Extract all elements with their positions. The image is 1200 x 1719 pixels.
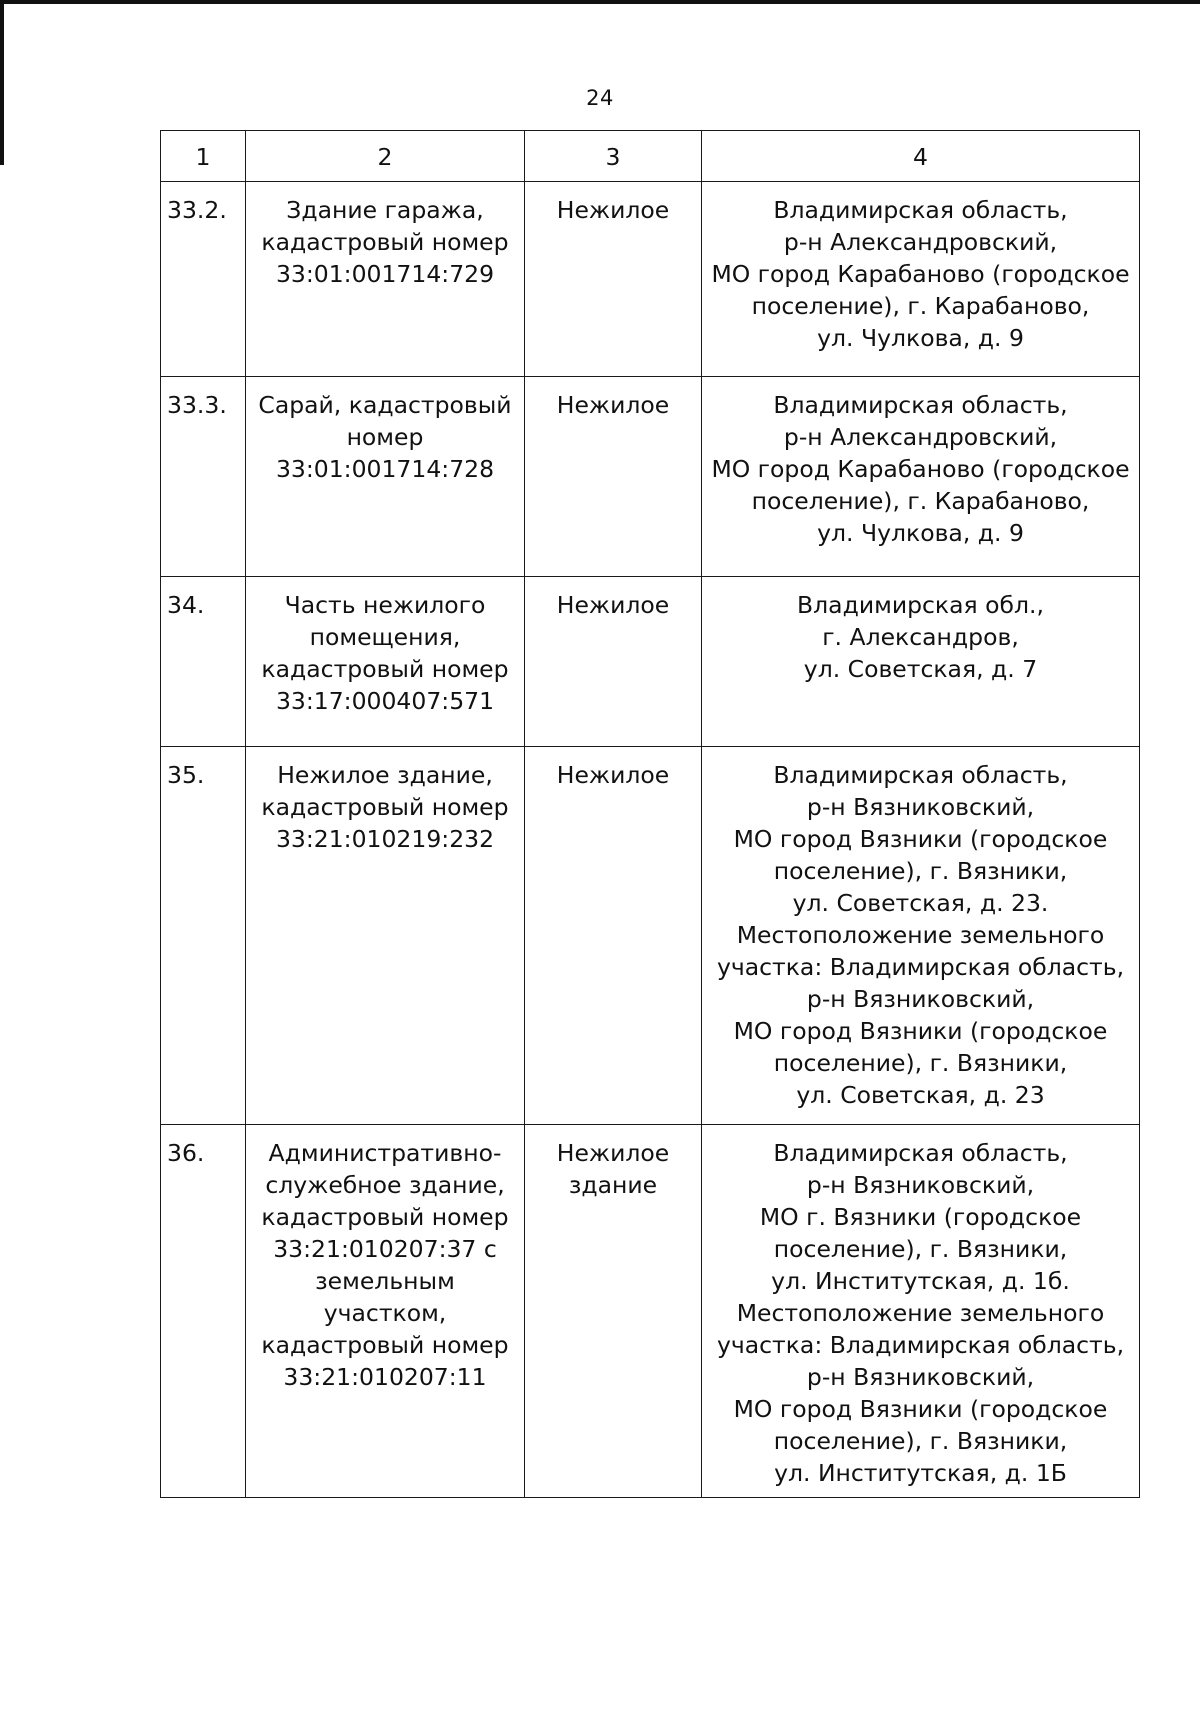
object-type-line: Нежилое [556,761,670,789]
address-line: участка: Владимирская область, [716,1331,1125,1359]
object-name-line: Сарай, кадастровый [258,391,512,419]
header-col-3: 3 [525,131,702,182]
object-type-line: здание [568,1171,658,1199]
object-name-line: 33:17:000407:571 [275,687,495,715]
address-line: МО город Вязники (городское [733,1395,1108,1423]
address-line: р-н Вязниковский, [806,793,1035,821]
address-line: ул. Чулкова, д. 9 [817,519,1024,547]
address-cell [702,182,1140,377]
object-name-line: 33:01:001714:729 [275,260,495,288]
table-row [161,377,1140,577]
object-type-line: Нежилое [556,1139,670,1167]
address-line: ул. Советская, д. 23 [796,1081,1045,1109]
row-number: 33.3. [161,377,246,577]
row-number: 35. [161,747,246,1125]
header-row [161,131,1140,182]
object-name-line: 33:21:010219:232 [275,825,495,853]
table-row [161,577,1140,747]
address-line: р-н Вязниковский, [806,985,1035,1013]
address-line: поселение), г. Вязники, [773,1235,1068,1263]
table-row [161,182,1140,377]
object-type-cell [525,1125,702,1498]
row-number: 36. [161,1125,246,1498]
header-col-1: 1 [161,131,246,182]
address-line: р-н Вязниковский, [806,1363,1035,1391]
object-name-line: кадастровый номер [261,228,509,256]
object-name-line: земельным участком, [315,1267,455,1327]
object-name-line: 33:01:001714:728 [275,455,495,483]
address-line: МО город Карабаново (городское [711,260,1130,288]
address-line: ул. Институтская, д. 1Б [774,1459,1067,1487]
address-line: Владимирская обл., [797,591,1044,619]
object-name-cell [246,182,525,377]
object-type-line: Нежилое [556,591,670,619]
address-line: поселение), г. Карабаново, [751,292,1090,320]
address-line: Владимирская область, [773,196,1068,224]
address-cell [702,1125,1140,1498]
object-name-line: служебное здание, [265,1171,505,1199]
object-name-line: кадастровый номер [261,1203,509,1231]
address-line: Местоположение земельного [736,921,1105,949]
address-line: ул. Советская, д. 7 [803,655,1038,683]
address-line: ул. Советская, д. 23. [792,889,1049,917]
address-line: МО город Карабаново (городское [711,455,1130,483]
object-name-cell [246,1125,525,1498]
object-name-line: номер [346,423,424,451]
address-cell [702,577,1140,747]
object-type-line: Нежилое [556,391,670,419]
object-type-cell [525,577,702,747]
address-line: р-н Александровский, [783,228,1058,256]
row-number: 33.2. [161,182,246,377]
object-type-cell [525,182,702,377]
object-name-cell [246,747,525,1125]
object-name-line: Административно- [268,1139,502,1167]
object-name-line: помещения, [309,623,461,651]
table-row [161,747,1140,1125]
scan-edge-top [0,0,1200,4]
address-cell [702,377,1140,577]
address-line: поселение), г. Карабаново, [751,487,1090,515]
object-name-line: Нежилое здание, [277,761,493,789]
address-line: ул. Чулкова, д. 9 [817,324,1024,352]
address-line: поселение), г. Вязники, [773,1427,1068,1455]
object-name-line: кадастровый номер [261,655,509,683]
object-name-line: кадастровый номер [261,1331,509,1359]
address-line: Владимирская область, [773,1139,1068,1167]
address-line: поселение), г. Вязники, [773,857,1068,885]
address-line: Местоположение земельного [736,1299,1105,1327]
header-col-2: 2 [246,131,525,182]
object-name-line: 33:21:010207:11 [283,1363,487,1391]
property-table [160,130,1140,1498]
scan-edge-left [0,0,4,165]
address-line: г. Александров, [822,623,1019,651]
row-number: 34. [161,577,246,747]
address-line: р-н Александровский, [783,423,1058,451]
table-body [161,182,1140,1498]
object-name-line: Часть нежилого [284,591,486,619]
object-name-line: Здание гаража, [286,196,484,224]
address-line: р-н Вязниковский, [806,1171,1035,1199]
object-name-cell [246,377,525,577]
object-type-cell [525,377,702,577]
page-number: 24 [586,86,614,110]
header-col-4: 4 [702,131,1140,182]
address-line: МО город Вязники (городское [733,1017,1108,1045]
address-line: МО город Вязники (городское [733,825,1108,853]
address-line: МО г. Вязники (городское [759,1203,1082,1231]
address-line: участка: Владимирская область, [716,953,1125,981]
address-cell [702,747,1140,1125]
table-row [161,1125,1140,1498]
object-name-line: кадастровый номер [261,793,509,821]
address-line: ул. Институтская, д. 1б. [771,1267,1070,1295]
object-name-line: 33:21:010207:37 с [273,1235,497,1263]
object-type-cell [525,747,702,1125]
object-name-cell [246,577,525,747]
address-line: поселение), г. Вязники, [773,1049,1068,1077]
address-line: Владимирская область, [773,391,1068,419]
address-line: Владимирская область, [773,761,1068,789]
object-type-line: Нежилое [556,196,670,224]
